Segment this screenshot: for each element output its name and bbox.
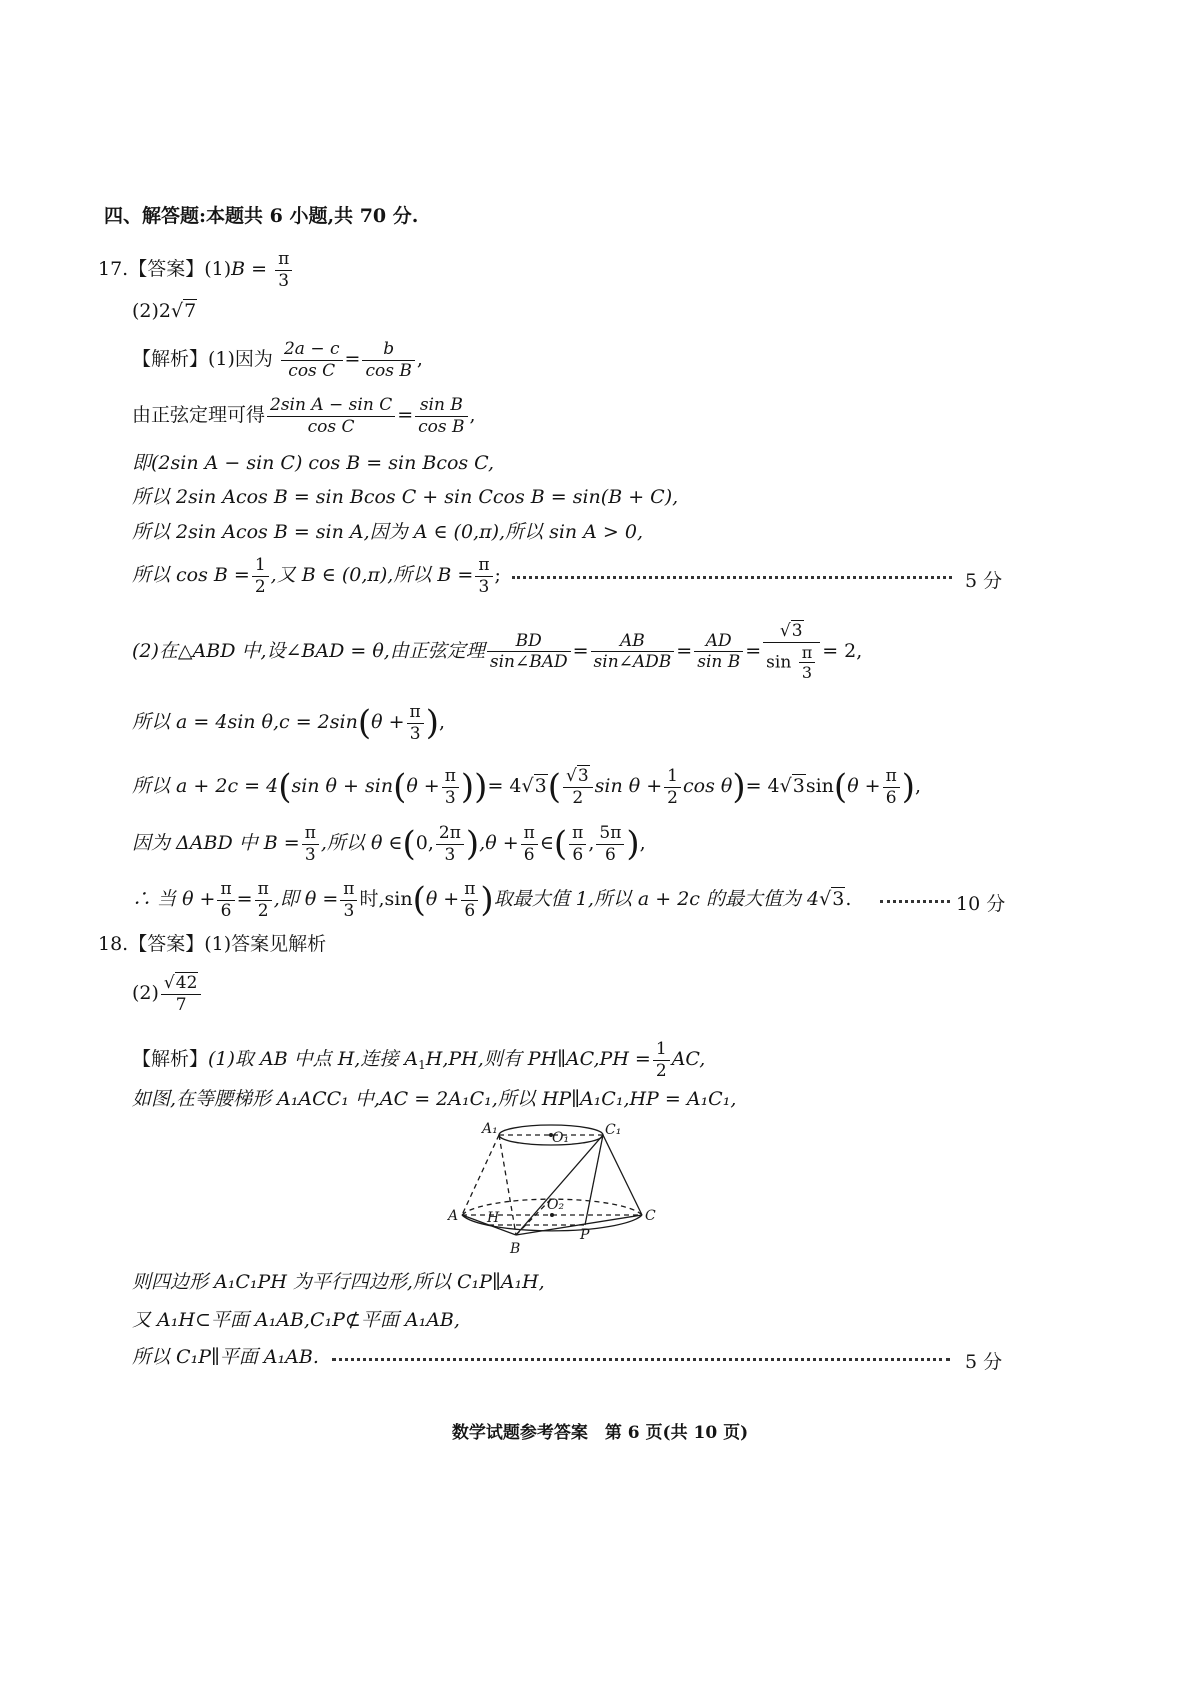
edge-a1-b xyxy=(499,1135,516,1235)
fraction: $\frac{1}{2}$ xyxy=(653,1040,670,1080)
answer-tag: 【答案】 xyxy=(128,258,205,281)
label-a1: A₁ xyxy=(482,1121,498,1137)
fraction: $\frac{√42}{7}$ xyxy=(161,974,201,1014)
dot-leader xyxy=(332,1358,950,1361)
q17-line-4: 所以 2sin Acos B = sin Bcos C + sin Ccos B = sin(B + C), xyxy=(132,486,679,508)
fraction: $\frac{\pi}{6}$ xyxy=(217,880,234,920)
answer-tag: 【答案】 xyxy=(128,933,205,955)
answer-text: 2 xyxy=(158,300,172,322)
score-label: 5 分 xyxy=(965,570,1003,592)
fraction: $\frac{\text{2sin A − sin C}}{\text{cos C}}$ xyxy=(267,396,395,436)
score-label: 5 分 xyxy=(965,1351,1003,1373)
q17-line-6: 所以 cos B = $\frac{1}{2}$ ,又 B ∈ (0,π),所以 B = $\frac{\pi}{3}$ ; xyxy=(132,555,501,597)
q17-line-11: ∴ 当 θ + $\frac{\pi}{6}$ = $\frac{\pi}{2}$ ,即 θ = $\frac{\pi}{3}$ 时,sin(θ + $\frac{\pi}{6}$ )取最大值 1,所以 a + 2c 的最大值为 4√3. xyxy=(132,879,852,921)
edge-a1-a xyxy=(462,1135,499,1215)
part-label: (2) xyxy=(132,300,159,322)
q17-line-1: 【解析】(1)因为 $\frac{2a - c}{\text{cos C}}$ = $\frac{b}{\text{cos B}}$ , xyxy=(132,339,423,381)
fraction: $\frac{\pi}{3}$ xyxy=(340,880,357,920)
q17-line-10: 因为 ΔABD 中 B = $\frac{\pi}{3}$ ,所以 θ ∈(0, $\frac{2\pi}{3}$ ),θ + $\frac{\pi}{6}$ ∈( $\frac{\pi}{6}$ , $\frac{5\pi}{6}$ ), xyxy=(132,823,646,865)
question-number: 17. xyxy=(98,258,129,281)
fraction: $\frac{\pi}{3}$ xyxy=(475,556,492,596)
answer-text: (1)答案见解析 xyxy=(204,933,327,955)
q17-answer-part2 xyxy=(132,301,197,322)
q17-line-5: 所以 2sin Acos B = sin A,因为 A ∈ (0,π),所以 sin A > 0, xyxy=(132,521,644,543)
section-heading: 四、解答题:本题共 6 小题,共 70 分. xyxy=(104,205,419,227)
sqrt-value: 7 xyxy=(184,300,197,322)
fraction: $\frac{\pi}{3}$ xyxy=(407,703,424,743)
fraction: $\frac{\pi}{2}$ xyxy=(255,880,272,920)
fraction: $\frac{\pi}{6}$ xyxy=(569,824,586,864)
page-footer: 数学试题参考答案 第 6 页(共 10 页) xyxy=(451,1423,749,1443)
q18-line-3: 则四边形 A₁C₁PH 为平行四边形,所以 C₁P∥A₁H, xyxy=(132,1271,545,1293)
label-c1: C₁ xyxy=(605,1122,622,1138)
fraction: $\frac{\pi}{6}$ xyxy=(883,767,900,807)
q18-answer-line xyxy=(98,934,326,955)
question-number: 18. xyxy=(98,933,129,955)
q18-line-2: 如图,在等腰梯形 A₁ACC₁ 中,AC = 2A₁C₁,所以 HP∥A₁C₁,HP = A₁C₁, xyxy=(132,1088,737,1110)
q17-line-7: (2)在△ABD 中,设∠BAD = θ,由正弦定理 BD sin∠BAD = AB sin∠ADB = $\frac{AD}{\text{sin B}}$ = √3 sin $\frac{\pi}{3}$ = 2, xyxy=(132,621,863,683)
edge-c1-b xyxy=(516,1135,603,1235)
fraction: $\frac{AD}{\text{sin B}}$ xyxy=(694,632,743,672)
fraction: $\frac{1}{2}$ xyxy=(664,767,681,807)
label-c: C xyxy=(645,1208,656,1224)
fraction: $\frac{5\pi}{6}$ xyxy=(596,824,624,864)
q17-line-9: 所以 a + 2c = 4(sin θ + sin(θ + $\frac{\pi}{3}$ ))= 4√3( $\frac{√3}{2}$ sin θ + $\frac{1}{2}$ cos θ)= 4√3sin(θ + $\frac{\pi}{6}$ ), xyxy=(132,766,922,808)
o2-point xyxy=(550,1213,554,1217)
label-o2: O₂ xyxy=(547,1197,565,1213)
edge-c1-p xyxy=(585,1135,603,1225)
answer-text: B = xyxy=(231,258,268,281)
label-p: P xyxy=(580,1227,590,1243)
fraction: $\frac{\pi}{6}$ xyxy=(461,880,478,920)
q17-line-3: 即(2sin A − sin C) cos B = sin Bcos C, xyxy=(132,452,495,474)
sqrt-sign: √ xyxy=(171,300,184,322)
fraction: √3 sin $\frac{\pi}{3}$ xyxy=(763,622,820,682)
dot-leader xyxy=(880,900,950,903)
fraction: $\frac{\pi}{3}$ xyxy=(275,250,292,290)
fraction: BD sin∠BAD xyxy=(487,632,571,672)
q17-line-2: 由正弦定理可得 $\frac{\text{2sin A − sin C}}{\text{cos C}}$ = $\frac{\text{sin B}}{\text{cos B}}$ , xyxy=(132,395,476,437)
score-label: 10 分 xyxy=(956,893,1006,915)
fraction: $\frac{2\pi}{3}$ xyxy=(436,824,464,864)
fraction: $\frac{1}{2}$ xyxy=(252,556,269,596)
fraction: $\frac{\pi}{3}$ xyxy=(442,767,459,807)
q18-answer-part2: (2) $\frac{√42}{7}$ xyxy=(132,974,203,1014)
analysis-tag: 【解析】 xyxy=(132,1048,209,1071)
fraction: $\frac{2a - c}{\text{cos C}}$ xyxy=(281,340,343,380)
q18-line-5: 所以 C₁P∥平面 A₁AB. xyxy=(132,1346,319,1368)
edge-c1-c xyxy=(603,1135,642,1215)
q17-line-8: 所以 a = 4sin θ,c = 2sin(θ + $\frac{\pi}{3}$ ), xyxy=(132,702,446,744)
label-o1: O₁ xyxy=(552,1130,570,1146)
part-label: (1) xyxy=(204,258,232,281)
fraction: $\frac{b}{\text{cos B}}$ xyxy=(362,340,414,380)
label-b: B xyxy=(510,1241,521,1257)
q17-answer-line xyxy=(98,250,294,290)
q18-line-1: 【解析】(1)取 AB 中点 H,连接 $A_1H,PH$,则有 PH∥AC,PH = $\frac{1}{2}$ AC, xyxy=(132,1039,706,1081)
label-a: A xyxy=(448,1208,459,1224)
fraction: $\frac{\text{sin B}}{\text{cos B}}$ xyxy=(415,396,467,436)
fraction: AB sin∠ADB xyxy=(591,632,675,672)
fraction: $\frac{\pi}{6}$ xyxy=(521,824,538,864)
fraction: $\frac{√3}{2}$ xyxy=(563,767,593,807)
frustum-figure xyxy=(440,1118,670,1258)
q18-line-4: 又 A₁H⊂平面 A₁AB,C₁P⊄平面 A₁AB, xyxy=(132,1309,460,1331)
analysis-tag: 【解析】 xyxy=(132,348,209,371)
fraction: $\frac{\pi}{3}$ xyxy=(302,824,319,864)
label-h: H xyxy=(487,1210,500,1226)
dot-leader xyxy=(512,576,952,579)
